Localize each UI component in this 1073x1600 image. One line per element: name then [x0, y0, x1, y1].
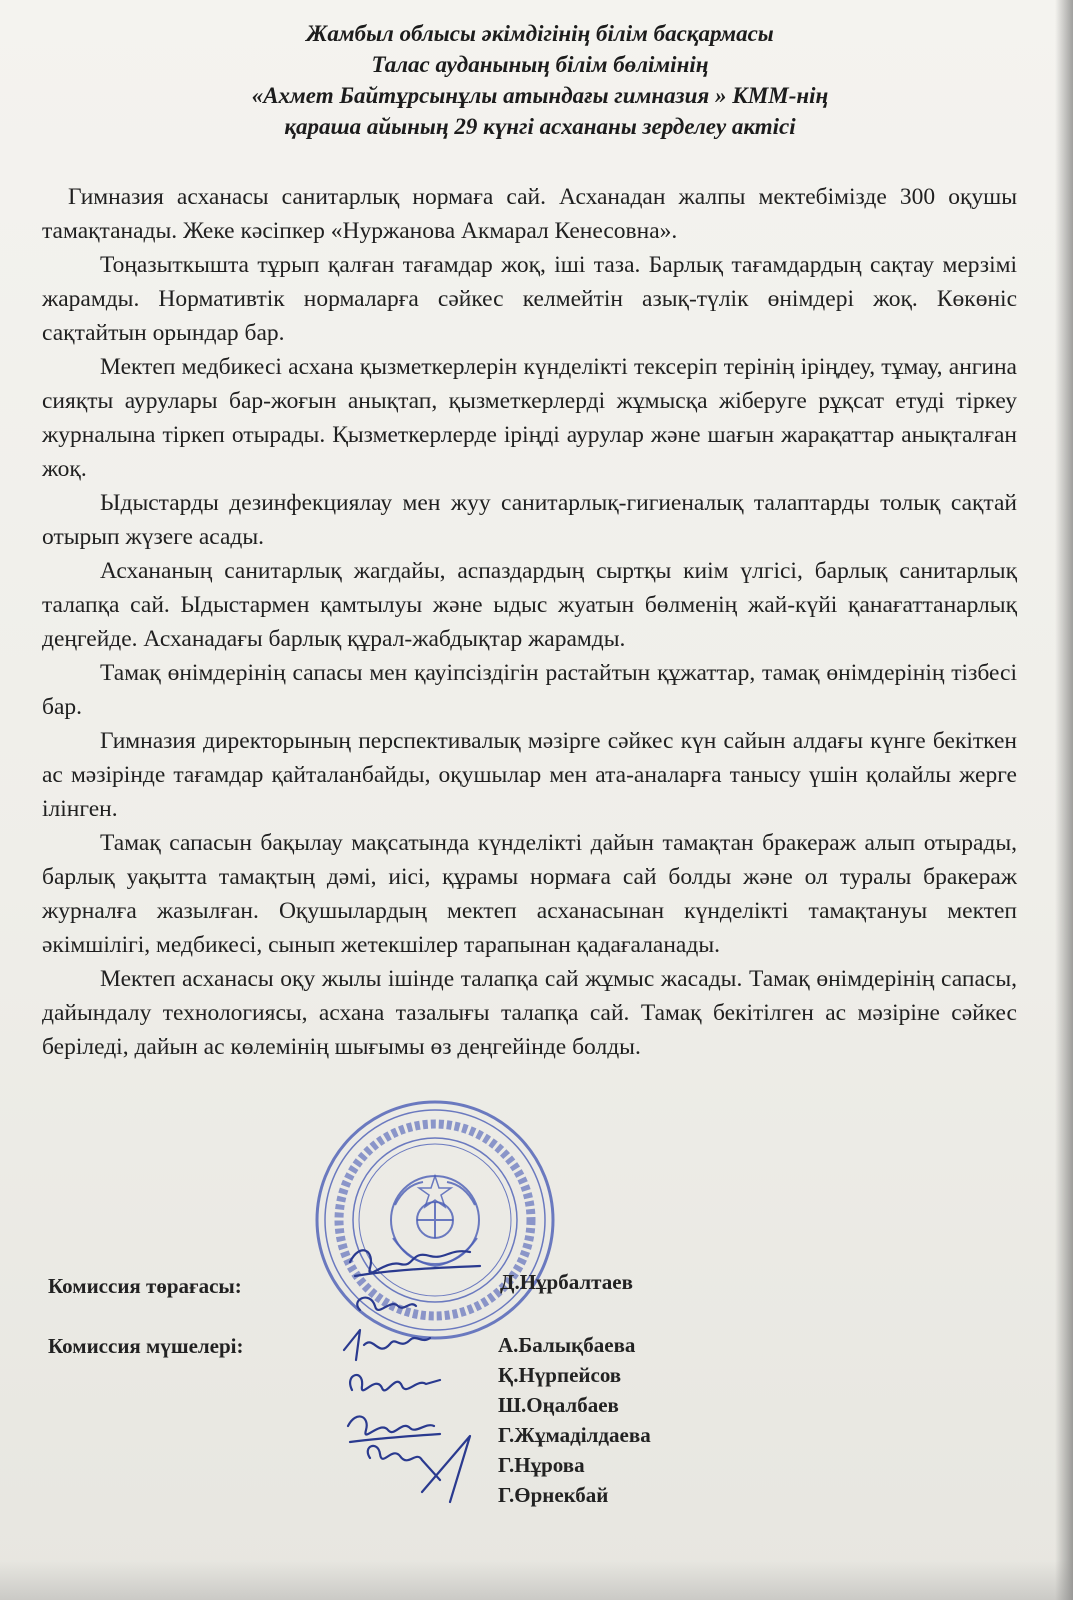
member-name: Қ.Нүрпейсов [498, 1363, 622, 1387]
signature-block [48, 1268, 1008, 1528]
member-name: Г.Жұмаділдаева [498, 1423, 651, 1447]
commission-members-list [498, 1330, 651, 1510]
document-header [150, 18, 930, 142]
paragraph-2: Тоңазыткышта тұрып қалған тағамдар жоқ, іші таза. Барлық тағамдардың сақтау мерзімі жарамды. Нормативтік нормаларға сәйкес келмейтін азық-түлік өнімдері жоқ. Көкөніс сақтайтын орындар бар. [42, 252, 1017, 346]
header-line-4: қараша айының 29 күнгі асхананы зерделеу актісі [284, 114, 796, 139]
member-name: Ш.Оңалбаев [498, 1393, 619, 1417]
paragraph-7: Гимназия директорының перспективалық мәзірге сәйкес күн сайын алдағы күнге бекіткен ас мәзірінде тағамдар қайталанбайды, оқушылар мен ата-аналарға танысу үшін қолайлы жерге ілінген. [42, 728, 1017, 822]
photo-edge-shadow [1055, 0, 1073, 1600]
paragraph-5: Асхананың санитарлық жагдайы, аспаздардың сыртқы киім үлгісі, барлық санитарлық талапқа сай. Ыдыстармен қамтылуы және ыдыс жуатын бөлменің жай-күйі қанағаттанарлық деңгейде. Асханадағы барлық құрал-жабдықтар жарамды. [42, 558, 1017, 652]
member-name: Г.Өрнекбай [498, 1483, 609, 1507]
header-line-2: Талас ауданының білім бөлімінің [371, 52, 709, 77]
header-line-1: Жамбыл облысы әкімдігінің білім басқармасы [306, 21, 774, 46]
paragraph-4: Ыдыстарды дезинфекциялау мен жуу санитарлық-гигиеналық талаптарды толық сақтай отырып жүзеге асады. [42, 490, 1017, 550]
member-name: А.Балықбаева [498, 1333, 636, 1357]
paragraph-3: Мектеп медбикесі асхана қызметкерлерін күнделікті тексеріп терінің іріңдеу, тұмау, ангина сияқты аурулары бар-жоғын анықтап, қызметкерлерді жұмысқа жіберуге рұқсат етуді тіркеу журналына тіркеп отырады. Қызметкерлерде іріңді аурулар және шағын жарақаттар анықталған жоқ. [42, 354, 1017, 482]
paragraph-1: Гимназия асханасы санитарлық нормаға сай. Асханадан жалпы мектебімізде 300 оқушы тамақтанады. Жеке кәсіпкер «Нуржанова Акмарал Кенесовна». [42, 184, 1017, 244]
commission-members-label: Комиссия мүшелері: [48, 1334, 244, 1358]
commission-chair-label: Комиссия төрағасы: [48, 1274, 242, 1298]
commission-chair-name: Д.Нұрбалтаев [500, 1270, 633, 1294]
paragraph-9: Мектеп асханасы оқу жылы ішінде талапқа сай жұмыс жасады. Тамақ өнімдерінің сапасы, дайындалу технологиясы, асхана тазалығы талапқа сай. Тамақ бекітілген ас мәзіріне сәйкес беріледі, дайын ас көлемінің шығымы өз деңгейінде болды. [42, 966, 1017, 1060]
header-line-3: «Ахмет Байтұрсынұлы атындағы гимназия » КММ-нің [251, 83, 829, 108]
paragraph-8: Тамақ сапасын бақылау мақсатында күнделікті дайын тамақтан бракераж алып отырады, барлық уақытта тамақтың дәмі, иісі, құрамы нормаға сай болды және ол туралы бракераж журналға жазылған. Оқушылардың мектеп асханасынан күнделікті тамақтануы мектеп әкімшілігі, медбикесі, сынып жетекшілер тарапынан қадағаланады. [42, 830, 1017, 958]
member-name: Г.Нұрова [498, 1453, 585, 1477]
act-body [42, 180, 1017, 1064]
photo-bottom-shade [0, 1560, 1073, 1600]
paragraph-6: Тамақ өнімдерінің сапасы мен қауіпсіздігін растайтын құжаттар, тамақ өнімдерінің тізбесі бар. [42, 660, 1017, 720]
